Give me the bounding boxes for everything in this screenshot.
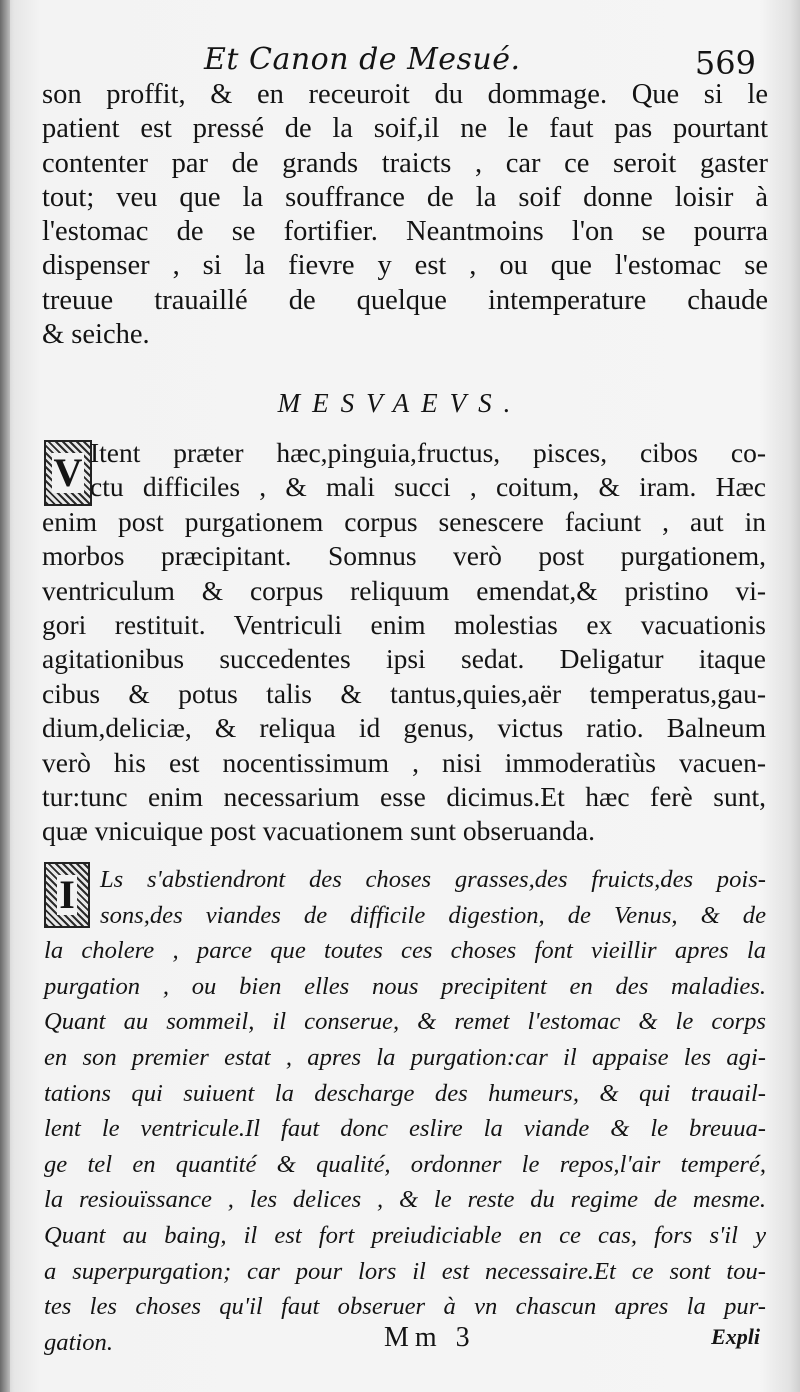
text-line: quæ vnicuique post vacuationem sunt obseruanda. (42, 815, 595, 847)
french-paragraph-lower (44, 862, 766, 1360)
text-line: Itent præter hæc,pinguia,fructus, pisces, cibos co- (90, 437, 766, 468)
text-line: tout; veu que la souffrance de la soif donne loisir à (42, 181, 768, 213)
text-line: verò his est nocentissimum , nisi immoderatiùs vacuen- (42, 746, 766, 778)
latin-paragraph (42, 436, 766, 849)
signature-mark: Mm 3 (384, 1322, 476, 1353)
text-line: dium,deliciæ, & reliqua id genus, victus ratio. Balneum (42, 712, 766, 744)
text-line: Quant au sommeil, il conserue, & remet l'estomac & le corps (44, 1008, 766, 1036)
text-line: Ls s'abstiendront des choses grasses,des fruicts,des pois- (100, 866, 766, 893)
text-line: cibus & potus talis & tantus,quies,aër temperatus,gau- (42, 677, 766, 709)
text-line: gori restituit. Ventriculi enim molestias ex vacuationis (42, 609, 766, 641)
text-line: lent le ventricule.Il faut donc eslire la viande & le breuua- (44, 1115, 766, 1143)
text-line: en son premier estat , apres la purgation:car il appaise les agi- (44, 1043, 766, 1071)
text-line: ctu difficiles , & mali succi , coitum, & iram. Hæc (90, 471, 766, 503)
text-line: gation. (44, 1328, 114, 1356)
text-line: patient est pressé de la soif,il ne le faut pas pourtant (42, 113, 768, 145)
french-paragraph-upper (42, 78, 768, 352)
text-line: son proffit, & en receuroit du dommage. Que si le (42, 79, 768, 110)
text-line: a superpurgation; car pour lors il est necessaire.Et ce sont tou- (44, 1257, 766, 1285)
text-line: purgation , ou bien elles nous precipitent en des maladies. (44, 972, 766, 1000)
page-number: 569 (694, 44, 756, 82)
section-heading: MESVAEVS. (277, 388, 523, 418)
text-line: dispenser , si la fievre y est , ou que l'estomac se (42, 250, 768, 282)
text-line: tations qui suiuent la descharge des humeurs, & qui trauail- (44, 1079, 766, 1107)
text-line: la cholere , parce que toutes ces choses font vieillir apres la (44, 937, 766, 965)
text-line: tur:tunc enim necessarium esse dicimus.Et hæc ferè sunt, (42, 781, 766, 813)
drop-cap-letter: V (53, 450, 83, 495)
text-line: Quant au baing, il est fort preiudiciable en ce cas, fors s'il y (44, 1221, 766, 1249)
binding-gutter (0, 0, 10, 1392)
text-line: tes les choses qu'il faut obseruer à vn chascun apres la pur- (44, 1293, 766, 1321)
text-line: agitationibus succedentes ipsi sedat. Deligatur itaque (42, 643, 766, 675)
text-line: enim post purgationem corpus senescere faciunt , aut in (42, 505, 766, 537)
text-line: sons,des viandes de difficile digestion, de Venus, & de (100, 901, 766, 929)
text-line: morbos præcipitant. Somnus verò post purgationem, (42, 540, 766, 572)
text-line: la resiouïssance , les delices , & le reste du regime de mesme. (44, 1186, 766, 1214)
text-line: ventriculum & corpus reliquum emendat,& pristino vi- (42, 574, 766, 606)
drop-cap-letter: I (59, 872, 75, 917)
text-line: treuue trauaillé de quelque intemperature chaude (42, 284, 768, 316)
text-line: ge tel en quantité & qualité, ordonner le repos,l'air temperé, (44, 1150, 766, 1178)
text-line: & seiche. (42, 319, 150, 351)
text-line: l'estomac de se fortifier. Neantmoins l'on se pourra (42, 216, 768, 248)
running-title: Et Canon de Mesué. (204, 42, 521, 77)
catchword: Expli (711, 1324, 760, 1349)
text-line: contenter par de grands traicts , car ce seroit gaster (42, 147, 768, 179)
